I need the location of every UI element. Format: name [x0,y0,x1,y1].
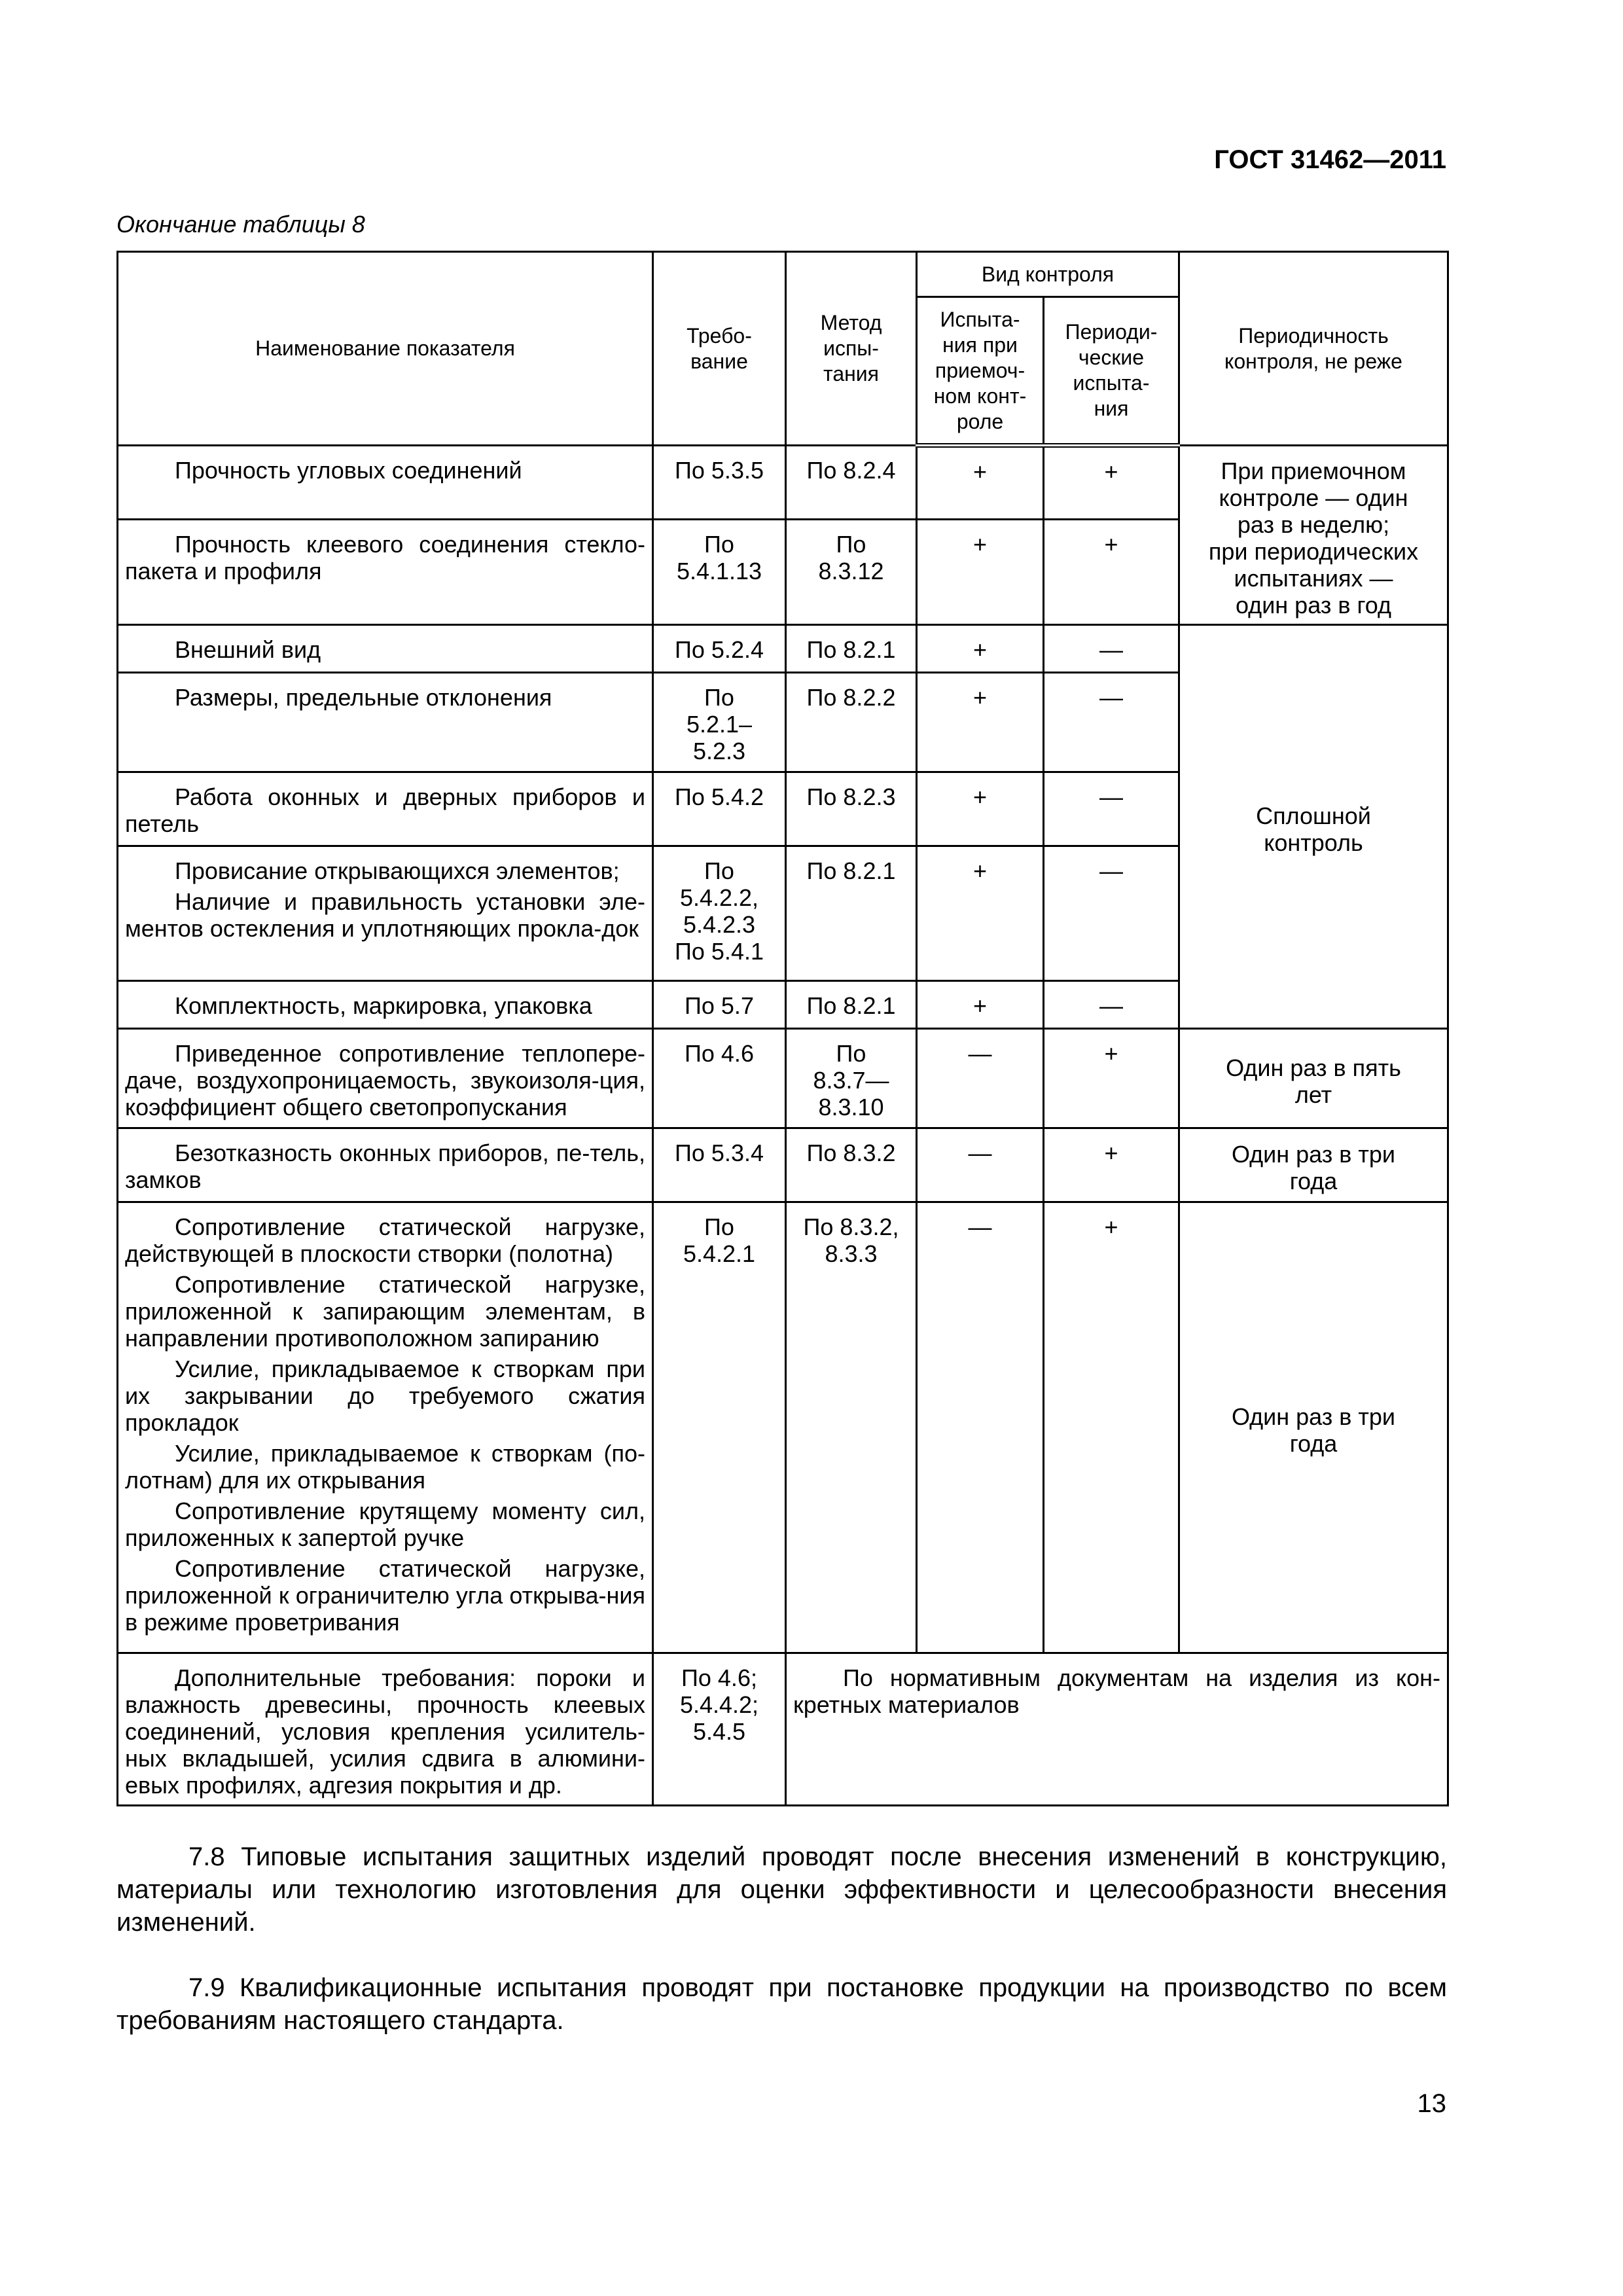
requirement-cell: По 5.2.1– 5.2.3 [653,673,786,772]
requirement-cell: По 4.6; 5.4.4.2; 5.4.5 [653,1653,786,1806]
periodic-cell: + [1044,1202,1179,1653]
indicator-name: Сопротивление статической нагрузке, действующей в плоскости створки (полотна) [125,1213,645,1267]
header-name: Наименование показателя [118,252,653,446]
acceptance-cell: + [917,772,1044,846]
indicator-name-cell [118,1029,653,1128]
indicator-name: Усилие, прикладываемое к створкам (по-лотнам) для их открывания [125,1440,645,1494]
header-periodicity: Периодичность контроля, не реже [1179,252,1448,446]
requirement-cell: По 5.4.2 [653,772,786,846]
method-cell: По 8.2.1 [786,846,917,981]
indicator-name: Приведенное сопротивление теплопере-даче, воздухопроницаемость, звукоизоля-ция, коэффициент общего светопропускания [125,1040,645,1121]
requirement-cell: По 4.6 [653,1029,786,1128]
periodic-cell: — [1044,981,1179,1029]
indicator-name: Сопротивление статической нагрузке, приложенной к ограничителю угла открыва-ния в режиме проветривания [125,1555,645,1636]
paragraph-7-9: 7.9 Квалификационные испытания проводят при постановке продукции на производство по всем требованиям настоящего стандарта. [116,1973,1447,2035]
indicator-name-cell [118,772,653,846]
table-row [118,1653,1448,1806]
standard-code: ГОСТ 31462—2011 [1214,145,1446,174]
periodic-cell: — [1044,772,1179,846]
method-cell: По 8.3.2 [786,1128,917,1202]
periodicity-cell: Сплошной контроль [1179,625,1448,1029]
header-requirement: Требо- вание [653,252,786,446]
table-row [118,625,1448,673]
periodicity-cell: Один раз в три года [1179,1202,1448,1653]
header-acceptance: Испыта- ния при приемоч- ном конт- роле [917,297,1044,446]
periodic-cell: — [1044,625,1179,673]
indicator-name-cell [118,446,653,520]
requirement-cell: По 5.4.2.1 [653,1202,786,1653]
header-control-type: Вид контроля [917,252,1179,297]
periodic-cell: — [1044,673,1179,772]
periodic-cell: + [1044,446,1179,520]
indicator-name: Размеры, предельные отклонения [175,684,552,711]
method-cell: По 8.2.3 [786,772,917,846]
table-row [118,1202,1448,1653]
indicator-name-cell [118,520,653,625]
indicator-name: Работа оконных и дверных приборов и петель [125,783,645,837]
indicator-name-cell [118,625,653,673]
periodic-cell: + [1044,1029,1179,1128]
indicator-name: Прочность клеевого соединения стекло-пакета и профиля [125,531,645,584]
indicator-name-cell [118,846,653,981]
requirement-cell: По 5.4.2.2, 5.4.2.3 По 5.4.1 [653,846,786,981]
method-cell: По 8.3.12 [786,520,917,625]
indicator-name-cell [118,1128,653,1202]
acceptance-cell: — [917,1202,1044,1653]
acceptance-cell: + [917,673,1044,772]
header-periodic: Периоди- ческие испыта- ния [1044,297,1179,446]
indicator-name: Провисание открывающихся элементов; [175,857,620,884]
note-cell: По нормативным документам на изделия из кон-кретных материалов [786,1653,1448,1806]
indicator-name: Безотказность оконных приборов, пе-тель, замков [125,1139,645,1193]
indicator-name: Сопротивление статической нагрузке, приложенной к запирающим элементам, в направлении противоположном запиранию [125,1271,645,1352]
acceptance-cell: — [917,1128,1044,1202]
requirement-cell: По 5.4.1.13 [653,520,786,625]
table-caption: Окончание таблицы 8 [116,211,365,238]
indicator-name: Наличие и правильность установки эле-ментов остекления и уплотняющих прокла-док [125,888,645,942]
periodicity-cell: При приемочном контроле — один раз в неделю; при периодических испытаниях — один раз в год [1179,446,1448,625]
requirement-cell: По 5.3.5 [653,446,786,520]
acceptance-cell: + [917,625,1044,673]
indicator-name: Дополнительные требования: пороки и влажность древесины, прочность клеевых соединений, условия крепления усилитель-ных вкладышей, усилия сдвига в алюмини-евых профилях, адгезия покрытия и др. [125,1664,645,1799]
acceptance-cell: + [917,981,1044,1029]
indicator-name-cell [118,1202,653,1653]
method-cell: По 8.2.1 [786,981,917,1029]
acceptance-cell: + [917,446,1044,520]
periodic-cell: — [1044,846,1179,981]
indicator-name-cell [118,981,653,1029]
method-cell: По 8.2.4 [786,446,917,520]
page-number: 13 [1417,2089,1446,2118]
paragraph-7-8: 7.8 Типовые испытания защитных изделий проводят после внесения изменений в конструкцию, материалы или технологию изготовления для оценки эффективности и целесообразности внесения изменений. [116,1842,1447,1937]
acceptance-cell: + [917,520,1044,625]
header-method: Метод испы- тания [786,252,917,446]
method-cell: По 8.2.2 [786,673,917,772]
indicator-name: Прочность угловых соединений [175,457,522,484]
acceptance-cell: + [917,846,1044,981]
method-cell: По 8.3.2, 8.3.3 [786,1202,917,1653]
indicator-name: Внешний вид [175,636,321,663]
method-cell: По 8.2.1 [786,625,917,673]
method-cell: По 8.3.7— 8.3.10 [786,1029,917,1128]
acceptance-cell: — [917,1029,1044,1128]
table-row [118,446,1448,520]
requirement-cell: По 5.7 [653,981,786,1029]
control-table [116,251,1449,1806]
requirement-cell: По 5.2.4 [653,625,786,673]
indicator-name: Сопротивление крутящему моменту сил, приложенных к запертой ручке [125,1498,645,1551]
indicator-name: Усилие, прикладываемое к створкам при их закрывании до требуемого сжатия прокладок [125,1355,645,1436]
table-row [118,1128,1448,1202]
indicator-name: Комплектность, маркировка, упаковка [175,992,592,1019]
periodic-cell: + [1044,1128,1179,1202]
indicator-name-cell [118,1653,653,1806]
requirement-cell: По 5.3.4 [653,1128,786,1202]
indicator-name-cell [118,673,653,772]
table-row [118,1029,1448,1128]
periodic-cell: + [1044,520,1179,625]
periodicity-cell: Один раз в пять лет [1179,1029,1448,1128]
periodicity-cell: Один раз в три года [1179,1128,1448,1202]
